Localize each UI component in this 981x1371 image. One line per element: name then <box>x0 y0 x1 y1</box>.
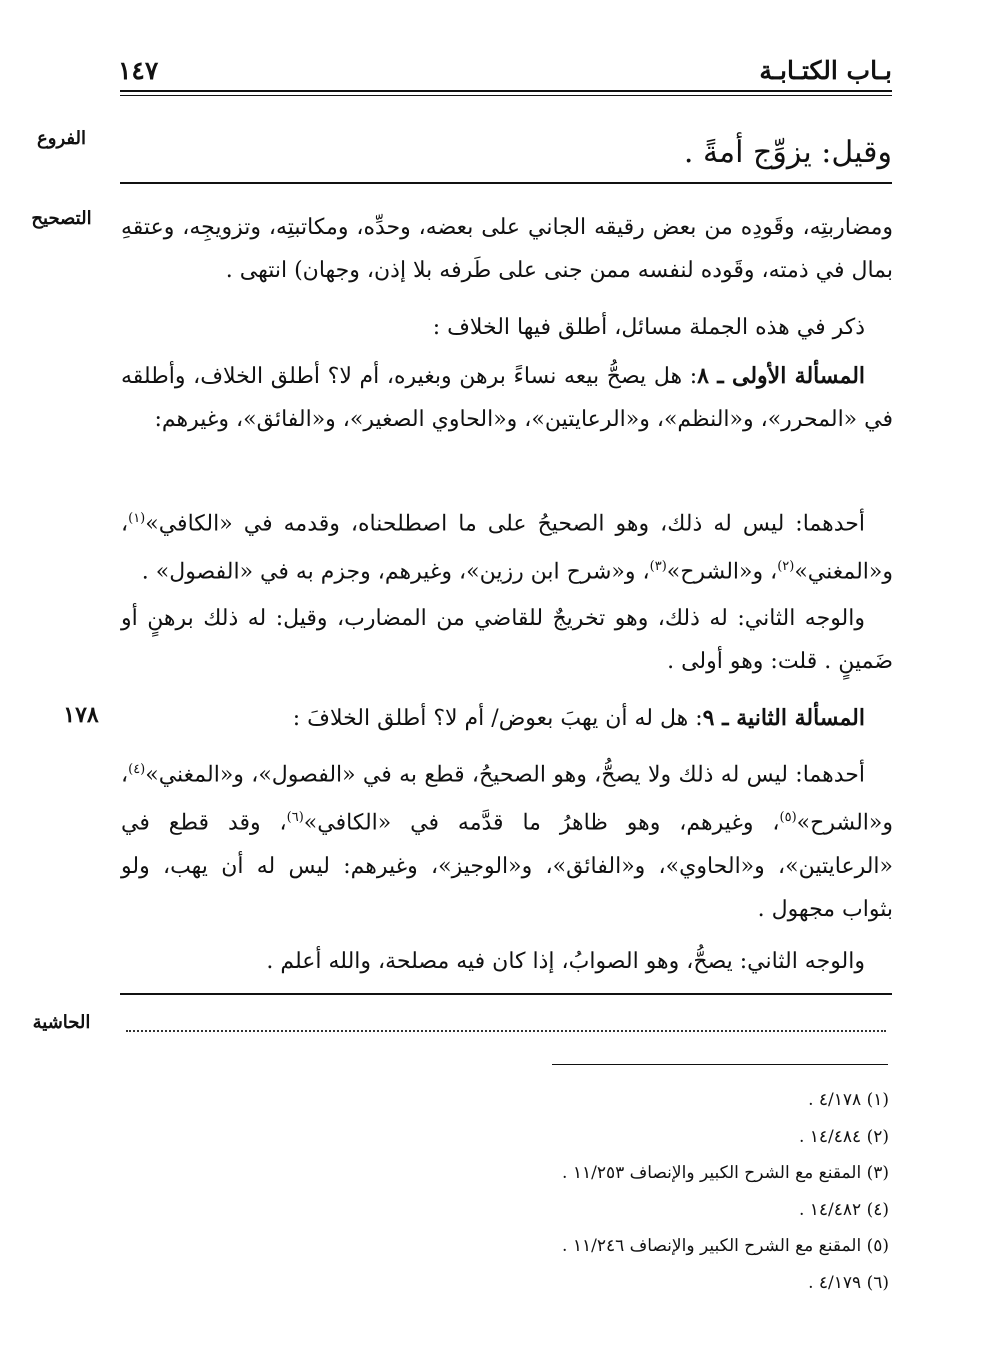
footnote-ref-3[interactable]: (٣) <box>649 559 667 575</box>
issue-8-view-1-text-b: ، و«المغني» <box>121 511 893 585</box>
footnote-ref-5[interactable]: (٥) <box>779 810 797 826</box>
issue-8-view-1-text-d: ، و«شرح ابن رزين»، وغيرهم، وجزم به في «الفصول» . <box>141 559 650 585</box>
footnote-rule <box>552 1064 888 1065</box>
tashih-paragraph-2: ذكر في هذه الجملة مسائل، أطلق فيها الخلاف : <box>432 315 865 340</box>
section-divider <box>120 182 892 184</box>
issue-9-view-1-text-c: ، وغيرهم، وهو ظاهرُ ما قدَّمه في «الكافي» <box>303 810 780 836</box>
issue-9-view-1-text-b: ، و«الشرح» <box>121 762 893 836</box>
cross-reference-number: ١٧٨ <box>63 702 99 728</box>
margin-label-hashiya: الحاشية <box>32 1012 91 1033</box>
furu-text: وقيل: يزوِّج أمةً . <box>683 135 892 170</box>
issue-8-view-1 <box>121 497 893 594</box>
hashiya-dotted-line <box>126 1030 886 1032</box>
section-divider-2 <box>120 993 892 995</box>
chapter-title: بـاب الكتـابـة <box>759 56 892 85</box>
footnote-ref-2[interactable]: (٢) <box>777 559 795 575</box>
issue-8-label: المسألة الأولى ـ ٨ <box>697 363 866 389</box>
tashih-paragraph-1: ومضاربتِه، وقَودِه من بعض رقيقه الجاني على بعضه، وحدِّه، ومكاتبتِه، وتزويجِه، وعتقهِ بمال في ذمته، وقَوده لنفسه ممن جنى على طَرفه بلا إذن، وجهان) انتهى . <box>121 215 893 283</box>
footnote-6: (٦) ٤/١٧٩ . <box>808 1272 889 1293</box>
footnote-3: (٣) المقنع مع الشرح الكبير والإنصاف ١١/٢٥٣ . <box>562 1163 889 1183</box>
issue-9-text: : هل له أن يهبَ بعوض/ أم لا؟ أطلق الخلافَ : <box>292 706 703 731</box>
issue-9-view-2: والوجه الثاني: يصحُّ، وهو الصوابُ، إذا كان فيه مصلحة، والله أعلم . <box>266 949 865 974</box>
issue-9-paragraph <box>121 697 893 740</box>
margin-label-tashih: التصحيح <box>31 208 92 229</box>
issue-9-view-1 <box>121 748 893 931</box>
issue-8-view-2: والوجه الثاني: له ذلك، وهو تخريجٌ للقاضي من المضارب، وقيل: له ذلك برهنٍ أو ضَمينٍ . قلت: وهو أولى . <box>121 606 893 674</box>
issue-9-label: المسألة الثانية ـ ٩ <box>702 705 865 731</box>
footnote-1: (١) ٤/١٧٨ . <box>808 1090 889 1110</box>
footnote-5: (٥) المقنع مع الشرح الكبير والإنصاف ١١/٢٤٦ . <box>562 1236 889 1256</box>
page-number: ١٤٧ <box>118 56 159 85</box>
footnote-2: (٢) ١٤/٤٨٤ . <box>798 1126 889 1147</box>
footnote-4: (٤) ١٤/٤٨٢ . <box>798 1199 889 1220</box>
footnote-ref-4[interactable]: (٤) <box>128 762 146 777</box>
issue-9-view-1-text-d: ، وقد قطع في «الرعايتين»، و«الحاوي»، و«الفائق»، و«الوجيز»، وغيرهم: ليس له أن يهب، ولو بثواب مجهول . <box>121 810 893 922</box>
issue-9-view-1-text-a: أحدهما: ليس له ذلك ولا يصحُّ، وهو الصحيحُ، قطع به في «الفصول»، و«المغني» <box>145 762 865 788</box>
header-rule-thick <box>120 90 892 92</box>
footnotes <box>389 1082 889 1301</box>
issue-8-view-1-text-c: ، و«الشرح» <box>666 559 778 585</box>
margin-label-furu: الفروع <box>37 128 86 149</box>
header-rule-thin <box>120 95 892 96</box>
issue-8-view-1-text-a: أحدهما: ليس له ذلك، وهو الصحيحُ على ما اصطلحناه، وقدمه في «الكافي» <box>145 511 865 537</box>
footnote-ref-6[interactable]: (٦) <box>286 810 304 826</box>
issue-8-text: : هل يصحُّ بيعه نساءً برهن وبغيره، أم لا؟ أطلق الخلاف، وأطلقه في «المحرر»، و«النظم»، و«الرعايتين»، و«الحاوي الصغير»، و«الفائق»، وغيرهم: <box>121 364 893 432</box>
issue-8-paragraph <box>121 355 893 441</box>
footnote-ref-1[interactable]: (١) <box>128 511 146 526</box>
